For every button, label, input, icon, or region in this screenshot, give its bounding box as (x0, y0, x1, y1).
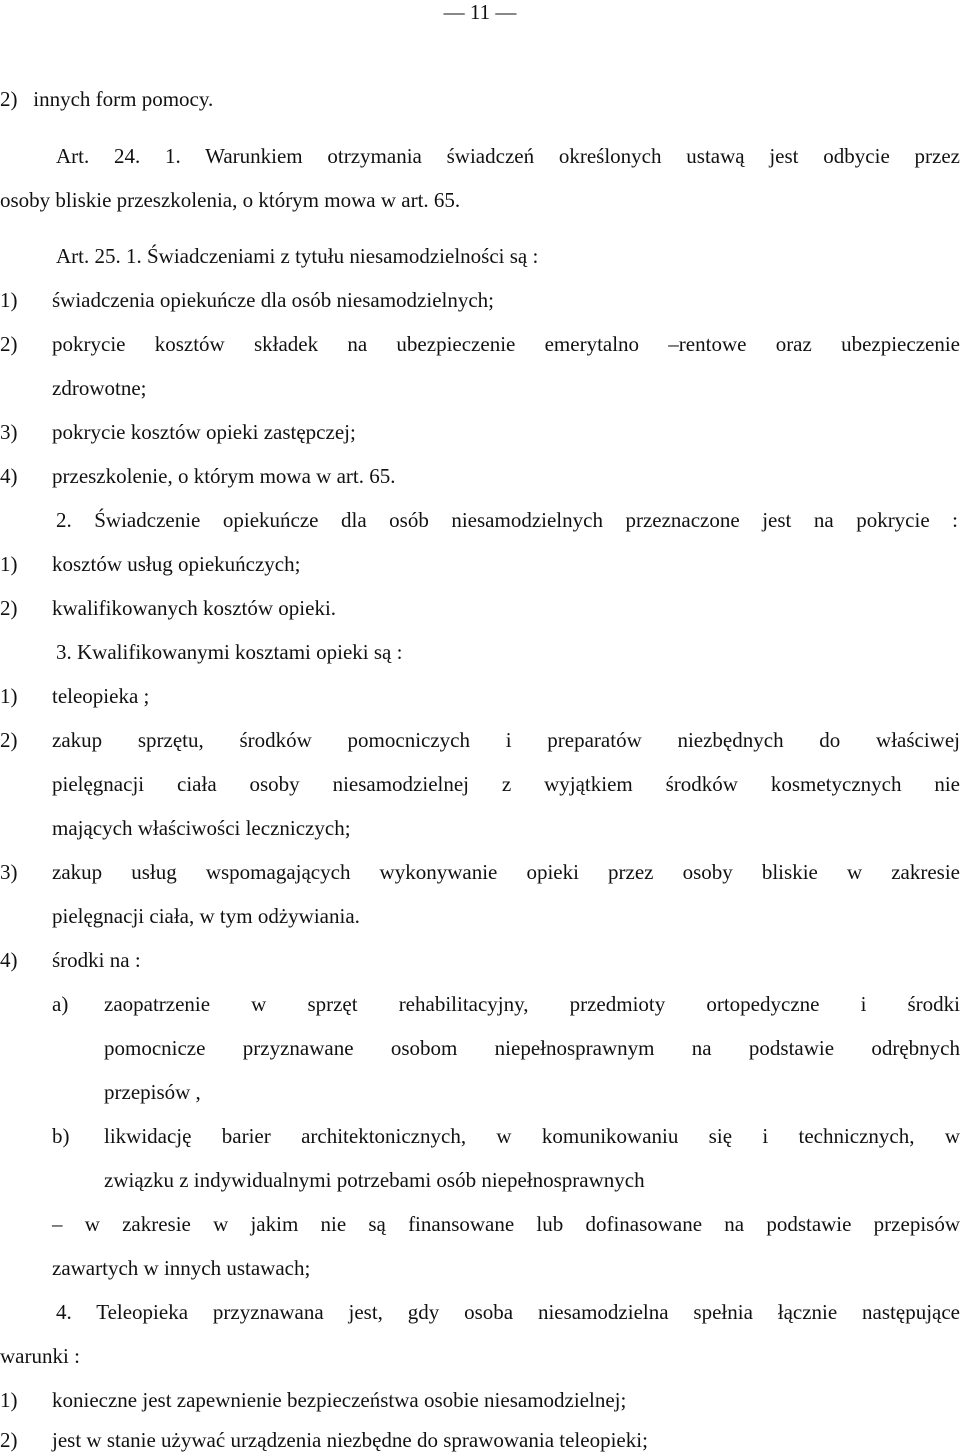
list-text: konieczne jest zapewnienie bezpieczeństwa osobie niesamodzielnej; (52, 1388, 627, 1412)
article-25-heading: Art. 25. 1. Świadczeniami z tytułu niesamodzielności są : (56, 244, 539, 268)
sub-list-text: likwidację barier architektonicznych, w komunikowaniu się i technicznych, w (104, 1124, 960, 1148)
sub-list-marker: a) (52, 992, 69, 1016)
list-item: 2) innych form pomocy. (0, 87, 214, 111)
clause-text: – w zakresie w jakim nie są finansowane lub dofinasowane na podstawie przepisów (52, 1212, 960, 1236)
article-24-paragraph: Art. 24. 1. Warunkiem otrzymania świadczeń określonych ustawą jest odbycie przez (56, 144, 960, 168)
sub-list-text-cont: przepisów , (104, 1080, 201, 1104)
list-marker: 1) (0, 684, 18, 708)
clause-text-cont: zawartych w innych ustawach; (52, 1256, 311, 1280)
list-marker: 1) (0, 552, 18, 576)
list-text: pokrycie kosztów opieki zastępczej; (52, 420, 356, 444)
sub-list-text-cont: związku z indywidualnymi potrzebami osób niepełnosprawnych (104, 1168, 645, 1192)
list-text-cont: pielęgnacji ciała, w tym odżywiania. (52, 904, 360, 928)
list-marker: 4) (0, 464, 18, 488)
list-marker: 2) (0, 596, 18, 620)
list-marker: 2) (0, 332, 18, 356)
paragraph-3: 3. Kwalifikowanymi kosztami opieki są : (56, 640, 403, 664)
list-text: kwalifikowanych kosztów opieki. (52, 596, 337, 620)
paragraph-4: 4. Teleopieka przyznawana jest, gdy osoba niesamodzielna spełnia łącznie następujące (56, 1300, 960, 1324)
list-marker: 3) (0, 420, 18, 444)
list-text-cont: zdrowotne; (52, 376, 147, 400)
list-marker: 3) (0, 860, 18, 884)
paragraph-4-cont: warunki : (0, 1344, 80, 1368)
list-text-cont: mających właściwości leczniczych; (52, 816, 351, 840)
sub-list-text: zaopatrzenie w sprzęt rehabilitacyjny, przedmioty ortopedyczne i środki (104, 992, 960, 1016)
page-number: — 11 — (443, 0, 517, 24)
list-marker: 2) (0, 1428, 18, 1452)
list-marker: 1) (0, 1388, 18, 1412)
list-text: pokrycie kosztów składek na ubezpieczenie emerytalno –rentowe oraz ubezpieczenie (52, 332, 960, 356)
list-text-cont: pielęgnacji ciała osoby niesamodzielnej z wyjątkiem środków kosmetycznych nie (52, 772, 960, 796)
list-text: zakup sprzętu, środków pomocniczych i preparatów niezbędnych do właściwej (52, 728, 960, 752)
list-text: teleopieka ; (52, 684, 150, 708)
sub-list-marker: b) (52, 1124, 70, 1148)
article-24-paragraph-cont: osoby bliskie przeszkolenia, o którym mowa w art. 65. (0, 188, 461, 212)
list-text: świadczenia opiekuńcze dla osób niesamodzielnych; (52, 288, 495, 312)
list-text: zakup usług wspomagających wykonywanie opieki przez osoby bliskie w zakresie (52, 860, 960, 884)
sub-list-text-cont: pomocnicze przyznawane osobom niepełnosprawnym na podstawie odrębnych (104, 1036, 960, 1060)
list-text: środki na : (52, 948, 141, 972)
list-text: przeszkolenie, o którym mowa w art. 65. (52, 464, 396, 488)
list-marker: 2) (0, 728, 18, 752)
list-text: jest w stanie używać urządzenia niezbędne do sprawowania teleopieki; (52, 1428, 648, 1452)
paragraph-2: 2. Świadczenie opiekuńcze dla osób niesamodzielnych przeznaczone jest na pokrycie : (56, 508, 958, 532)
list-marker: 1) (0, 288, 18, 312)
list-marker: 4) (0, 948, 18, 972)
list-text: kosztów usług opiekuńczych; (52, 552, 301, 576)
